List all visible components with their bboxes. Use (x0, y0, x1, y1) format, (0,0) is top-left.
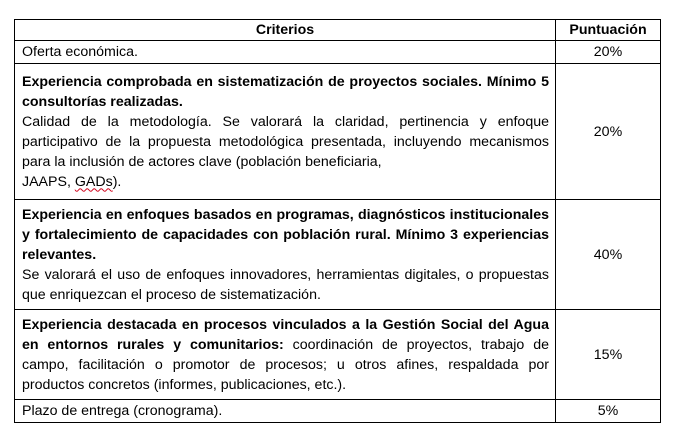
criteria-text: Plazo de entrega (cronograma). (22, 403, 223, 419)
criteria-body: Se valorará el uso de enfoques innovadores, herramientas digitales, o propuestas que enriquezcan el proceso de sistematización. (22, 266, 549, 303)
criteria-cell (15, 310, 556, 400)
criteria-cell (15, 200, 556, 310)
criteria-title: Experiencia destacada en procesos vinculados a la Gestión Social del Agua en entornos rurales y comunitarios: (22, 316, 549, 353)
score-cell: 5% (556, 400, 661, 423)
score-cell: 20% (556, 41, 661, 64)
tail-text: JAAPS, (22, 173, 75, 190)
criteria-title: Experiencia comprobada en sistematización de proyectos sociales. Mínimo 5 consultorías realizadas. (22, 73, 549, 110)
table-row (15, 200, 661, 310)
criteria-body: coordinación de proyectos, trabajo de campo, facilitación o promotor de procesos; u otros afines, respaldada por productos concretos (informes, publicaciones, etc.). (22, 336, 549, 393)
score-cell: 15% (556, 310, 661, 400)
table-row (15, 64, 661, 200)
criteria-cell (15, 64, 556, 200)
criteria-cell (15, 41, 556, 64)
table-row (15, 310, 661, 400)
criteria-body-tail (22, 174, 121, 190)
criteria-body: Calidad de la metodología. Se valorará la claridad, pertinencia y enfoque participativo de la propuesta metodológica presentada, incluyendo mecanismos para la inclusión de actores clave (población beneficiaria, (22, 113, 549, 170)
criteria-cell (15, 400, 556, 423)
table-row (15, 400, 661, 423)
header-criteria: Criterios (15, 20, 556, 41)
criteria-text: Oferta económica. (22, 44, 138, 60)
score-cell: 20% (556, 64, 661, 200)
table-row (15, 41, 661, 64)
criteria-table (14, 19, 661, 423)
tail-end: ). (112, 173, 122, 190)
score-cell: 40% (556, 200, 661, 310)
header-row (15, 20, 661, 41)
header-score: Puntuación (556, 20, 661, 41)
spellcheck-mark: GADs (74, 173, 113, 190)
criteria-title: Experiencia en enfoques basados en programas, diagnósticos institucionales y fortalecimiento de capacidades con población rural. Mínimo 3 experiencias relevantes. (22, 206, 549, 263)
